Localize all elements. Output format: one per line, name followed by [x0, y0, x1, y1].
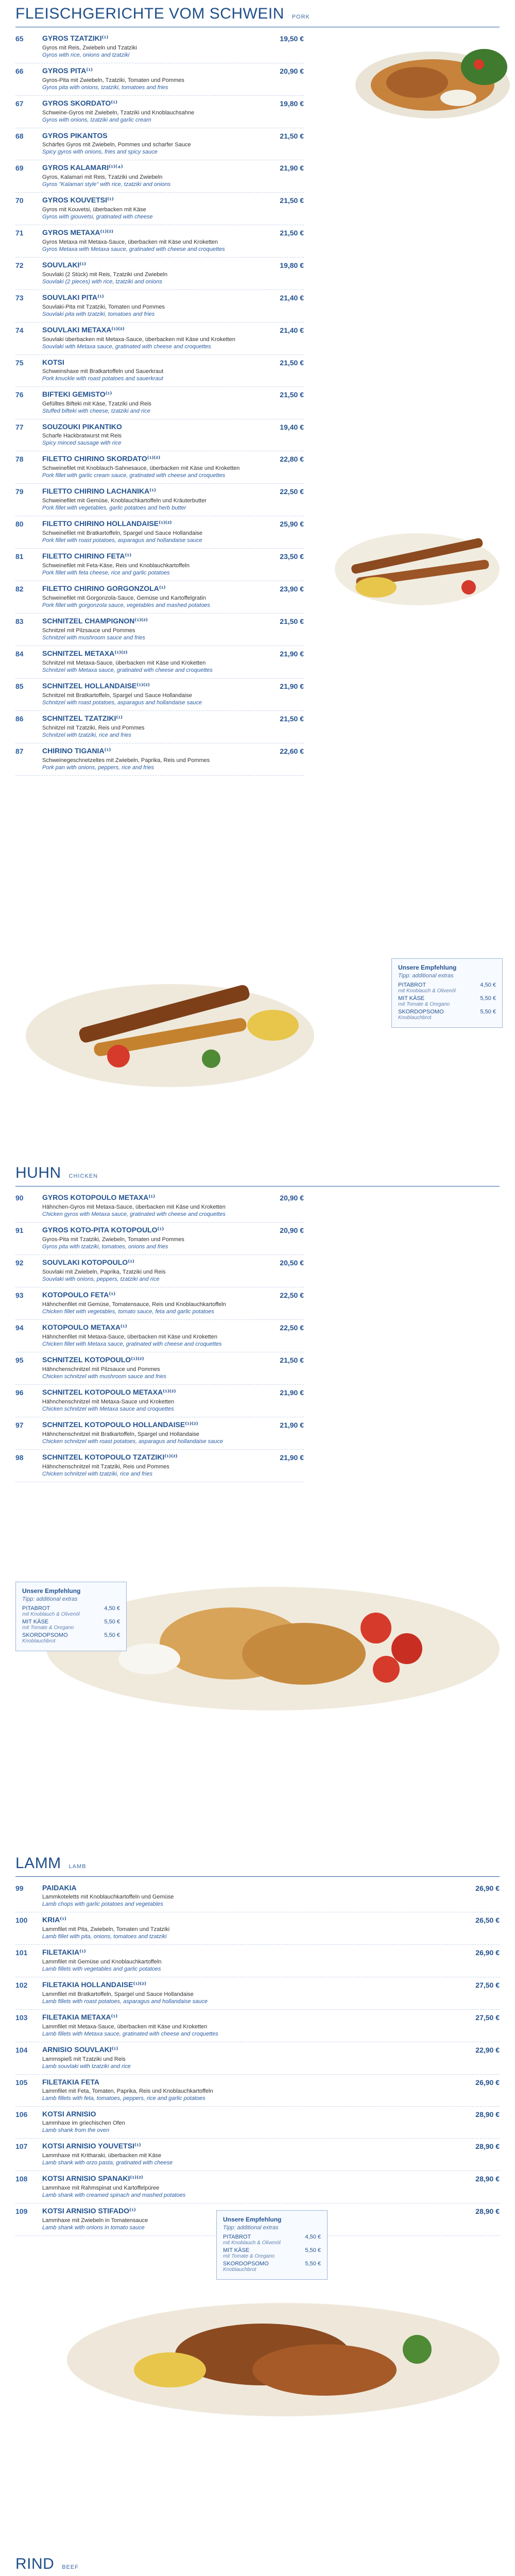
item-price: 20,90 € [280, 67, 304, 75]
item-description-en: Lamb fillets with roast potatoes, asparagus and hollandaise sauce [42, 1998, 208, 2005]
item-name: SCHNITZEL KOTOPOULO HOLLANDAISE⁽¹⁾⁽²⁾ [42, 1420, 198, 1429]
menu-item [15, 614, 304, 646]
menu-item [15, 355, 304, 387]
item-price: 25,90 € [280, 520, 304, 528]
item-description: Lammfilet mit Feta, Tomaten, Paprika, Reis und Knoblauchkartoffeln [42, 2088, 213, 2094]
item-name: KOTSI ARNISIO [42, 2110, 96, 2118]
item-description: Lammfilet mit Metaxa-Sauce, überbacken mit Käse und Kroketten [42, 2024, 208, 2030]
item-name: FILETTO CHIRINO SKORDATO⁽¹⁾⁽²⁾ [42, 454, 161, 463]
item-description-en: Spicy gyros with onions, fries and spicy sauce [42, 149, 158, 155]
item-description: Schärfes Gyros mit Zwiebeln, Pommes und scharfer Sauce [42, 142, 191, 148]
item-description: Lammfilet mit Bratkartoffeln, Spargel und Sauce Hollandaise [42, 1991, 194, 1997]
item-description: Hähnchenschnitzel mit Pilzsauce und Pommes [42, 1366, 160, 1372]
item-price: 28,90 € [475, 2110, 500, 2119]
item-number: 93 [15, 1291, 24, 1299]
item-price: 21,50 € [280, 1356, 304, 1364]
extra-row: SKORDOPSOMO 5,50 € Knoblauchbrot [398, 1009, 496, 1021]
item-price: 26,90 € [475, 1948, 500, 1957]
extra-row: PITABROT 4,50 € mit Knoblauch & Olivenöl [22, 1605, 120, 1617]
item-number: 102 [15, 1981, 28, 1989]
menu-item [15, 1255, 304, 1287]
item-description-en: Pork fillet with roast potatoes, asparagus and hollandaise sauce [42, 537, 202, 544]
item-description-en: Gyros pita with onions, tzatziki, tomatoes and fries [42, 84, 168, 91]
item-name: SCHNITZEL KOTOPOULO METAXA⁽¹⁾⁽²⁾ [42, 1388, 176, 1396]
menu-item [15, 679, 304, 711]
item-description-en: Souvlaki pita with tzatziki, tomatoes and fries [42, 311, 155, 317]
item-name: PAIDAKIA [42, 1884, 77, 1892]
menu-item [15, 711, 304, 743]
item-price: 20,50 € [280, 1259, 304, 1267]
item-description: Hähnchenschnitzel mit Metaxa-Sauce und Kroketten [42, 1399, 175, 1405]
item-number: 82 [15, 585, 24, 593]
item-name: FILETTO CHIRINO GORGONZOLA⁽¹⁾ [42, 584, 166, 592]
item-description-en: Lamb chops with garlic potatoes and vegetables [42, 1901, 163, 1907]
item-description-en: Chicken gyros with Metaxa sauce, gratinated with cheese and croquettes [42, 1211, 226, 1217]
item-number: 73 [15, 294, 24, 302]
menu-item [15, 1945, 500, 1977]
item-price: 19,80 € [280, 99, 304, 108]
item-description: Hähnchenfilet mit Gemüse, Tomatensauce, Reis und Knoblauchkartoffeln [42, 1301, 226, 1308]
item-description-en: Pork pan with onions, peppers, rice and fries [42, 765, 154, 771]
item-number: 67 [15, 99, 24, 108]
item-name: GYROS TZATZIKI⁽¹⁾ [42, 34, 109, 42]
menu-item [15, 2010, 500, 2042]
item-name: FILETTO CHIRINO LACHANIKA⁽¹⁾ [42, 487, 156, 495]
section-header [0, 1159, 515, 1190]
divider [15, 1186, 500, 1187]
item-description: Souvlaki-Pita mit Tzatziki, Tomaten und Pommes [42, 304, 165, 310]
item-number: 75 [15, 359, 24, 367]
item-description-en: Lamb shank from the oven [42, 2127, 110, 2133]
item-description-en: Pork fillet with gorgonzola sauce, vegetables and mashed potatoes [42, 602, 210, 608]
item-number: 69 [15, 164, 24, 172]
item-number: 103 [15, 2013, 28, 2022]
item-description: Schweinefilet mit Gorgonzola-Sauce, Gemüse und Kartoffelgratin [42, 595, 206, 601]
item-number: 90 [15, 1194, 24, 1202]
menu-item [15, 484, 304, 516]
section-chicken [0, 1159, 515, 1644]
item-name: KOTSI ARNISIO SPANAKI⁽¹⁾⁽²⁾ [42, 2174, 143, 2182]
item-number: 109 [15, 2207, 28, 2215]
menu-item [15, 646, 304, 679]
section-header [0, 0, 515, 31]
item-description: Hähnchen-Gyros mit Metaxa-Sauce, überbacken mit Käse und Kroketten [42, 1204, 226, 1210]
menu-item [15, 128, 304, 160]
item-description: Gyros-Pita mit Tzatziki, Zwiebeln, Tomaten und Pommes [42, 1236, 184, 1243]
item-description: Lammfilet mit Gemüse und Knoblauchkartoffeln [42, 1959, 162, 1965]
item-number: 106 [15, 2110, 28, 2119]
item-description: Schnitzel mit Bratkartoffeln, Spargel und Sauce Hollandaise [42, 692, 192, 699]
item-number: 72 [15, 261, 24, 269]
item-price: 21,90 € [280, 650, 304, 658]
menu-item [15, 1352, 304, 1385]
menu-item [15, 1912, 500, 1945]
item-price: 21,90 € [280, 1453, 304, 1462]
extra-row: MIT KÄSE 5,50 € mit Tomate & Oregano [223, 2247, 321, 2259]
menu-item [15, 581, 304, 614]
item-description: Scharfe Hackbratwurst mit Reis [42, 433, 122, 439]
menu-item [15, 225, 304, 258]
schnitzel-plate-photo [15, 969, 345, 1092]
item-number: 80 [15, 520, 24, 528]
item-name: SOUVLAKI KOTOPOULO⁽¹⁾ [42, 1258, 134, 1266]
item-description-en: Chicken schnitzel with tzatziki, rice and fries [42, 1471, 152, 1477]
item-description-en: Gyros with onions, tzatziki and garlic cream [42, 117, 151, 123]
item-name: FILETAKIA METAXA⁽¹⁾ [42, 2013, 118, 2021]
item-description-en: Pork knuckle with roast potatoes and sauerkraut [42, 376, 163, 382]
item-description: Lammfilet mit Pita, Zwiebeln, Tomaten und Tzatziki [42, 1926, 170, 1933]
menu-item [15, 290, 304, 323]
item-name: SCHNITZEL KOTOPOULO TZATZIKI⁽¹⁾⁽²⁾ [42, 1453, 178, 1461]
menu-list [0, 1190, 515, 1482]
section-title: FLEISCHGERICHTE VOM SCHWEIN PORK [15, 5, 310, 22]
menu-item [15, 1385, 304, 1417]
menu-item [15, 1880, 500, 1912]
item-description-en: Souvlaki with Metaxa sauce, gratinated with cheese and croquettes [42, 344, 211, 350]
item-price: 23,50 € [280, 552, 304, 561]
item-description-en: Chicken fillet with vegetables, tomato sauce, feta and garlic potatoes [42, 1309, 214, 1315]
item-number: 105 [15, 2078, 28, 2087]
item-name: GYROS KOTOPOULO METAXA⁽¹⁾ [42, 1193, 156, 1201]
gyros-plate-photo [314, 36, 510, 124]
item-name: GYROS METAXA⁽¹⁾⁽²⁾ [42, 228, 113, 236]
item-name: GYROS SKORDATO⁽¹⁾ [42, 99, 118, 107]
item-description: Schnitzel mit Tzatziki, Reis und Pommes [42, 725, 145, 731]
menu-item [15, 419, 304, 451]
item-price: 20,90 € [280, 1194, 304, 1202]
item-description-en: Pork fillet with feta cheese, rice and garlic potatoes [42, 570, 170, 576]
section-beef [0, 2550, 515, 2576]
menu-item [15, 31, 304, 63]
divider [15, 1876, 500, 1877]
item-number: 91 [15, 1226, 24, 1234]
item-name: GYROS KOUVETSI⁽¹⁾ [42, 196, 114, 204]
item-number: 99 [15, 1884, 24, 1892]
item-price: 22,50 € [280, 1324, 304, 1332]
section-header [0, 2550, 515, 2576]
item-price: 21,50 € [280, 132, 304, 140]
item-number: 81 [15, 552, 24, 561]
item-description-en: Schnitzel with Metaxa sauce, gratinated with cheese and croquettes [42, 667, 213, 673]
item-description: Schweine-Gyros mit Zwiebeln, Tzatziki und Knoblauchsahne [42, 110, 195, 116]
menu-item [15, 2139, 500, 2171]
item-name: KOTOPOULO FETA⁽¹⁾ [42, 1291, 116, 1299]
item-price: 23,90 € [280, 585, 304, 593]
item-price: 21,50 € [280, 715, 304, 723]
menu-item [15, 323, 304, 355]
extra-row: SKORDOPSOMO 5,50 € Knoblauchbrot [22, 1632, 120, 1644]
item-name: SCHNITZEL KOTOPOULO⁽¹⁾⁽²⁾ [42, 1355, 144, 1364]
item-number: 86 [15, 715, 24, 723]
item-description-en: Gyros with giouvetsi, gratinated with cheese [42, 214, 153, 220]
menu-item [15, 1223, 304, 1255]
menu-item [15, 549, 304, 581]
section-title: LAMM LAMB [15, 1855, 87, 1872]
item-price: 21,50 € [280, 359, 304, 367]
item-number: 107 [15, 2142, 28, 2150]
item-name: KOTSI ARNISIO STIFADO⁽¹⁾ [42, 2207, 136, 2215]
item-description-en: Schnitzel with roast potatoes, asparagus and hollandaise sauce [42, 700, 202, 706]
item-name: KRIA⁽¹⁾ [42, 1916, 66, 1924]
item-description-en: Lamb shank with orzo pasta, gratinated with cheese [42, 2160, 173, 2166]
item-number: 71 [15, 229, 24, 237]
menu-item [15, 1417, 304, 1450]
item-name: GYROS PITA⁽¹⁾ [42, 66, 93, 75]
item-description-en: Lamb fillets with Metaxa sauce, gratinated with cheese and croquettes [42, 2031, 218, 2037]
item-price: 26,90 € [475, 1884, 500, 1892]
item-description-en: Schnitzel with mushroom sauce and fries [42, 635, 145, 641]
item-description: Schnitzel mit Pilzsauce und Pommes [42, 628, 135, 634]
item-price: 28,90 € [475, 2207, 500, 2215]
item-price: 22,50 € [280, 1291, 304, 1299]
section-header [0, 1850, 515, 1880]
item-description: Gefülltes Bifteki mit Käse, Tzatziki und Reis [42, 401, 151, 407]
item-description: Schweinefilet mit Feta-Käse, Reis und Knoblauchkartoffeln [42, 563, 190, 569]
item-number: 100 [15, 1916, 28, 1924]
item-description: Gyros mit Kouvetsi, überbacken mit Käse [42, 207, 146, 213]
extra-row: PITABROT 4,50 € mit Knoblauch & Olivenöl [398, 982, 496, 994]
item-price: 21,40 € [280, 326, 304, 334]
item-description-en: Gyros pita with tzatziki, tomatoes, onions and fries [42, 1244, 168, 1250]
item-name: SCHNITZEL CHAMPIGNON⁽¹⁾⁽²⁾ [42, 617, 148, 625]
item-description-en: Spicy minced sausage with rice [42, 440, 122, 446]
item-price: 21,40 € [280, 294, 304, 302]
item-name: FILETAKIA FETA [42, 2078, 99, 2086]
item-number: 65 [15, 35, 24, 43]
item-price: 21,90 € [280, 1388, 304, 1397]
item-description: Gyros Metaxa mit Metaxa-Sauce, überbacken mit Käse und Kroketten [42, 239, 218, 245]
item-description: Hähnchenschnitzel mit Tzatziki, Reis und Pommes [42, 1464, 169, 1470]
item-description-en: Chicken schnitzel with Metaxa sauce and croquettes [42, 1406, 174, 1412]
item-price: 28,90 € [475, 2142, 500, 2150]
item-number: 68 [15, 132, 24, 140]
item-number: 85 [15, 682, 24, 690]
item-description: Lammhaxe mit Kritharaki, überbacken mit Käse [42, 2153, 162, 2159]
menu-item [15, 63, 304, 96]
recommendation-box: Unsere Empfehlung Tipp: additional extras PITABROT 4,50 € mit Knoblauch & Olivenöl MIT KÄSE 5,50 € mit Tomate & Oregano SKORDOPSOMO 5,50 € Knoblauchbrot [391, 958, 503, 1028]
item-number: 76 [15, 391, 24, 399]
item-description-en: Gyros Metaxa with Metaxa sauce, gratinated with cheese and croquettes [42, 246, 225, 252]
item-description-en: Souvlaki with onions, peppers, tzatziki and rice [42, 1276, 160, 1282]
extra-row: MIT KÄSE 5,50 € mit Tomate & Oregano [398, 995, 496, 1007]
menu-list [0, 1880, 515, 2236]
menu-item [15, 1287, 304, 1320]
item-name: CHIRINO TIGANIA⁽¹⁾ [42, 747, 111, 755]
item-number: 104 [15, 2046, 28, 2054]
item-name: SCHNITZEL METAXA⁽¹⁾⁽²⁾ [42, 649, 128, 657]
item-number: 87 [15, 747, 24, 755]
item-name: GYROS KALAMARI⁽¹⁾⁽⁴⁾ [42, 163, 123, 172]
item-name: GYROS PIKANTOS [42, 131, 108, 140]
item-price: 19,50 € [280, 35, 304, 43]
item-description-en: Lamb shank with onions in tomato sauce [42, 2225, 145, 2231]
menu-item [15, 258, 304, 290]
item-description-en: Lamb fillets with vegetables and garlic potatoes [42, 1966, 161, 1972]
menu-item [15, 2171, 500, 2204]
item-number: 78 [15, 455, 24, 463]
menu-item [15, 1450, 304, 1482]
item-number: 97 [15, 1421, 24, 1429]
item-price: 21,50 € [280, 229, 304, 237]
item-name: KOTOPOULO METAXA⁽¹⁾ [42, 1323, 127, 1331]
menu-item [15, 1320, 304, 1352]
item-description-en: Souvlaki (2 pieces) with rice, tzatziki and onions [42, 279, 162, 285]
item-description: Lammhaxe im griechischen Ofen [42, 2120, 125, 2126]
item-number: 77 [15, 423, 24, 431]
item-number: 96 [15, 1388, 24, 1397]
item-price: 27,50 € [475, 1981, 500, 1989]
menu-item [15, 2107, 500, 2139]
item-price: 27,50 € [475, 2013, 500, 2022]
item-price: 28,90 € [475, 2175, 500, 2183]
section-title: RIND BEEF [15, 2555, 79, 2572]
item-number: 94 [15, 1324, 24, 1332]
item-description: Hähnchenfilet mit Metaxa-Sauce, überbacken mit Käse und Kroketten [42, 1334, 217, 1340]
item-description: Souvlaki mit Zwiebeln, Paprika, Tzatziki und Reis [42, 1269, 166, 1275]
item-description-en: Chicken schnitzel with mushroom sauce and fries [42, 1374, 166, 1380]
item-name: SOUVLAKI METAXA⁽¹⁾⁽²⁾ [42, 326, 125, 334]
menu-item [15, 387, 304, 419]
extra-row: SKORDOPSOMO 5,50 € Knoblauchbrot [223, 2261, 321, 2273]
section-lamb [0, 1850, 515, 2273]
item-description: Lammhaxe mit Zwiebeln in Tomatensauce [42, 2217, 148, 2224]
item-name: FILETTO CHIRINO HOLLANDAISE⁽¹⁾⁽²⁾ [42, 519, 172, 528]
menu-item [15, 1977, 500, 2010]
item-name: GYROS KOTO-PITA KOTOPOULO⁽¹⁾ [42, 1226, 164, 1234]
item-description-en: Pork fillet with vegetables, garlic potatoes and herb butter [42, 505, 186, 511]
item-price: 20,90 € [280, 1226, 304, 1234]
item-description: Gyros mit Reis, Zwiebeln und Tzatziki [42, 45, 137, 51]
menu-item [15, 516, 304, 549]
item-description-en: Pork fillet with garlic cream sauce, gratinated with cheese and croquettes [42, 472, 226, 479]
item-description-en: Schnitzel with tzatziki, rice and fries [42, 732, 132, 738]
item-price: 21,50 € [280, 196, 304, 205]
item-name: KOTSI [42, 358, 64, 366]
item-name: FILETAKIA HOLLANDAISE⁽¹⁾⁽²⁾ [42, 1980, 147, 1989]
item-description-en: Stuffed bifteki with cheese, tzatziki and rice [42, 408, 150, 414]
item-price: 21,90 € [280, 164, 304, 172]
menu-item [15, 2042, 500, 2075]
item-number: 83 [15, 617, 24, 625]
item-name: SOUZOUKI PIKANTIKO [42, 422, 122, 431]
item-price: 21,50 € [280, 391, 304, 399]
item-description-en: Chicken schnitzel with roast potatoes, asparagus and hollandaise sauce [42, 1438, 223, 1445]
menu-item [15, 2075, 500, 2107]
section-title: HUHN CHICKEN [15, 1164, 98, 1181]
item-description: Gyros, Kalamari mit Reis, Tzatziki und Zwiebeln [42, 174, 163, 180]
item-description: Lammhaxe mit Rahmspinat und Kartoffelpüree [42, 2185, 160, 2191]
item-name: ARNISIO SOUVLAKI⁽¹⁾ [42, 2045, 118, 2054]
item-description: Schnitzel mit Metaxa-Sauce, überbacken mit Käse und Kroketten [42, 660, 206, 666]
extra-row: PITABROT 4,50 € mit Knoblauch & Olivenöl [223, 2234, 321, 2246]
item-description-en: Gyros "Kalamari style" with rice, tzatziki and onions [42, 181, 171, 188]
item-name: SOUVLAKI PITA⁽¹⁾ [42, 293, 104, 301]
item-number: 108 [15, 2175, 28, 2183]
item-number: 74 [15, 326, 24, 334]
item-description: Lammspieß mit Tzatziki und Reis [42, 2056, 126, 2062]
souvlaki-photo [314, 515, 510, 613]
item-description: Schweinefilet mit Gemüse, Knoblauchkartoffeln und Kräuterbutter [42, 498, 207, 504]
item-number: 98 [15, 1453, 24, 1462]
item-price: 21,90 € [280, 682, 304, 690]
menu-item [15, 743, 304, 776]
menu-item [15, 160, 304, 193]
item-price: 19,40 € [280, 423, 304, 431]
item-number: 92 [15, 1259, 24, 1267]
item-price: 22,80 € [280, 455, 304, 463]
item-description: Hähnchenschnitzel mit Bratkartoffeln, Spargel und Hollandaise [42, 1431, 199, 1437]
item-name: SCHNITZEL HOLLANDAISE⁽¹⁾⁽²⁾ [42, 682, 150, 690]
item-name: BIFTEKI GEMISTO⁽¹⁾ [42, 390, 112, 398]
item-description: Schweinefilet mit Knoblauch-Sahnesauce, überbacken mit Käse und Kroketten [42, 465, 240, 471]
item-price: 26,90 € [475, 2078, 500, 2087]
item-description-en: Chicken fillet with Metaxa sauce, gratinated with cheese and croquettes [42, 1341, 222, 1347]
recommendation-box: Unsere Empfehlung Tipp: additional extras PITABROT 4,50 € mit Knoblauch & Olivenöl MIT KÄSE 5,50 € mit Tomate & Oregano SKORDOPSOMO 5,50 € Knoblauchbrot [216, 2210, 328, 2280]
item-price: 22,90 € [475, 2046, 500, 2054]
menu-item [15, 1190, 304, 1223]
extra-row: MIT KÄSE 5,50 € mit Tomate & Oregano [22, 1619, 120, 1631]
item-price: 22,50 € [280, 487, 304, 496]
item-description: Lammkoteletts mit Knoblauchkartoffeln und Gemüse [42, 1894, 174, 1900]
item-number: 84 [15, 650, 24, 658]
item-description: Souvlaki überbacken mit Metaxa-Sauce, überbacken mit Käse und Kroketten [42, 336, 235, 343]
menu-list [0, 31, 515, 776]
item-name: KOTSI ARNISIO YOUVETSI⁽¹⁾ [42, 2142, 141, 2150]
menu-item [15, 96, 304, 128]
lamb-chops-photo [15, 2293, 510, 2421]
item-name: FILETTO CHIRINO FETA⁽¹⁾ [42, 552, 132, 560]
item-price: 21,50 € [280, 617, 304, 625]
item-name: SOUVLAKI⁽¹⁾ [42, 261, 87, 269]
item-price: 22,60 € [280, 747, 304, 755]
item-description-en: Lamb shank with creamed spinach and mashed potatoes [42, 2192, 186, 2198]
item-description: Schweinshaxe mit Bratkartoffeln und Sauerkraut [42, 368, 164, 375]
item-number: 79 [15, 487, 24, 496]
item-description: Schweinefilet mit Bratkartoffeln, Spargel und Sauce Hollandaise [42, 530, 203, 536]
item-number: 70 [15, 196, 24, 205]
item-price: 26,50 € [475, 1916, 500, 1924]
item-description-en: Gyros with rice, onions and tzatziki [42, 52, 130, 58]
item-number: 101 [15, 1948, 28, 1957]
recommendation-box: Unsere Empfehlung Tipp: additional extras PITABROT 4,50 € mit Knoblauch & Olivenöl MIT KÄSE 5,50 € mit Tomate & Oregano SKORDOPSOMO 5,50 € Knoblauchbrot [15, 1582, 127, 1651]
item-description: Schweinegeschnetzeltes mit Zwiebeln, Paprika, Reis und Pommes [42, 757, 210, 764]
item-description-en: Lamb souvlaki with tzatziki and rice [42, 2063, 131, 2070]
item-description: Gyros-Pita mit Zwiebeln, Tzatziki, Tomaten und Pommes [42, 77, 184, 83]
item-name: FILETAKIA⁽¹⁾ [42, 1948, 86, 1956]
item-price: 19,80 € [280, 261, 304, 269]
item-number: 66 [15, 67, 24, 75]
item-description: Souvlaki (2 Stück) mit Reis, Tzatziki und Zwiebeln [42, 272, 168, 278]
item-description-en: Lamb fillets with feta, tomatoes, peppers, rice and garlic potatoes [42, 2095, 205, 2102]
menu-item [15, 451, 304, 484]
item-name: SCHNITZEL TZATZIKI⁽¹⁾ [42, 714, 123, 722]
item-number: 95 [15, 1356, 24, 1364]
item-description-en: Lamb fillet with pita, onions, tomatoes and tzatziki [42, 1934, 167, 1940]
section-pork [0, 0, 515, 1021]
item-price: 21,90 € [280, 1421, 304, 1429]
menu-item [15, 193, 304, 225]
